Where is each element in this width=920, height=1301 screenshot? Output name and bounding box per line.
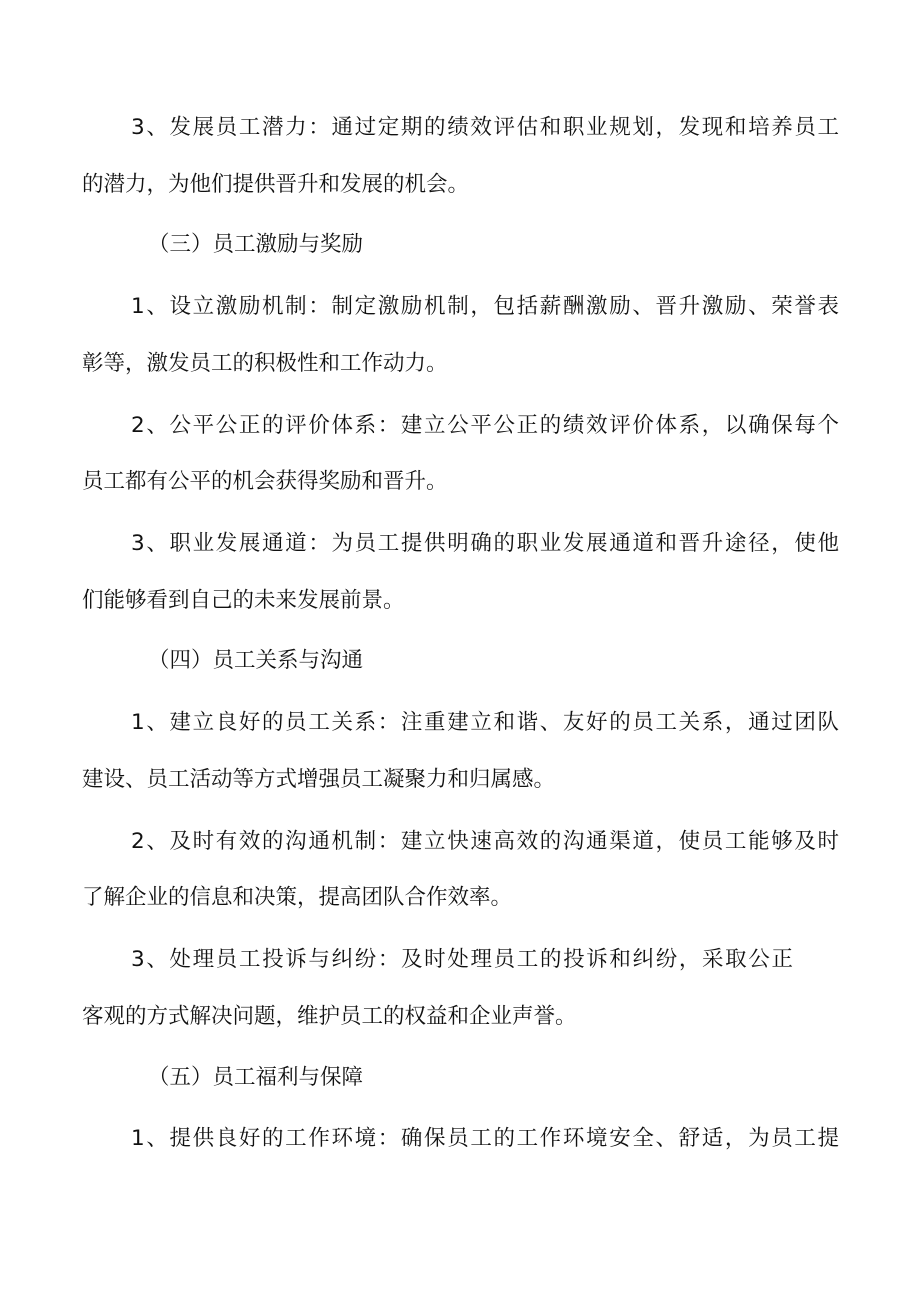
paragraph-line: 客观的方式解决问题，维护员工的权益和企业声誉。 (82, 1004, 577, 1029)
paragraph-line: 1、建立良好的员工关系：注重建立和谐、友好的员工关系，通过团队 (131, 710, 839, 735)
paragraph-line: 2、及时有效的沟通机制：建立快速高效的沟通渠道，使员工能够及时 (131, 829, 839, 854)
paragraph-line: 的潜力，为他们提供晋升和发展的机会。 (82, 172, 470, 197)
paragraph-line: 彰等，激发员工的积极性和工作动力。 (82, 351, 448, 376)
paragraph-line: 们能够看到自己的未来发展前景。 (82, 588, 405, 613)
section-heading: （三）员工激励与奖励 (148, 232, 364, 257)
section-heading: （四）员工关系与沟通 (148, 648, 364, 673)
paragraph-line: 1、设立激励机制：制定激励机制，包括薪酬激励、晋升激励、荣誉表 (131, 294, 839, 319)
section-heading: （五）员工福利与保障 (148, 1065, 364, 1090)
paragraph-line: 3、处理员工投诉与纠纷：及时处理员工的投诉和纠纷，采取公正 (131, 947, 793, 972)
paragraph-line: 3、职业发展通道：为员工提供明确的职业发展通道和晋升途径，使他 (131, 531, 839, 556)
paragraph-line: 1、提供良好的工作环境：确保员工的工作环境安全、舒适，为员工提 (131, 1126, 839, 1151)
paragraph-line: 3、发展员工潜力：通过定期的绩效评估和职业规划，发现和培养员工 (131, 115, 839, 140)
paragraph-line: 了解企业的信息和决策，提高团队合作效率。 (82, 885, 513, 910)
paragraph-line: 2、公平公正的评价体系：建立公平公正的绩效评价体系，以确保每个 (131, 413, 839, 438)
paragraph-line: 员工都有公平的机会获得奖励和晋升。 (82, 469, 448, 494)
paragraph-line: 建设、员工活动等方式增强员工凝聚力和归属感。 (82, 767, 556, 792)
